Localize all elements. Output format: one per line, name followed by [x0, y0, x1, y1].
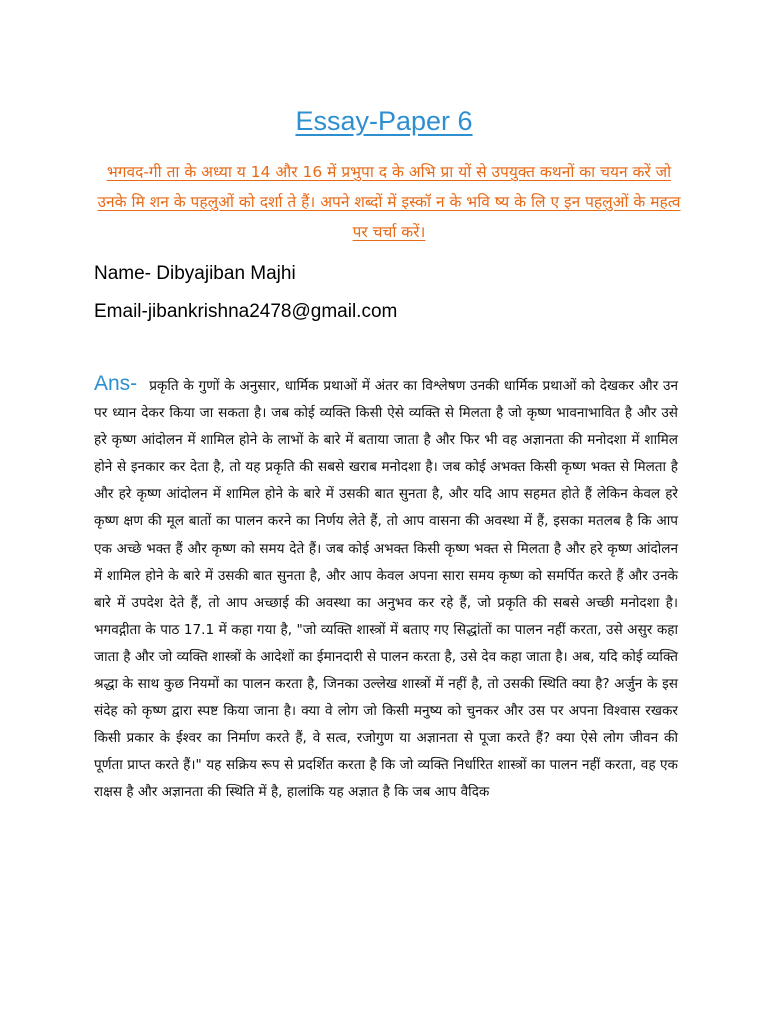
answer-label: Ans- — [94, 372, 138, 395]
author-email: Email-jibankrishna2478@gmail.com — [94, 301, 398, 322]
essay-question: भगवद-गी ता के अध्या य 14 और 16 में प्रभुपा द के अभि प्रा यों से उपयुक्त कथनों का चयन करें जो उनके मि शन के पहलुओं को दर्शा ते हैं। अपने शब्दों में इस्कॉ न के भवि ष्य के लि ए इन पहलुओं के महत्व पर चर्चा करें। — [97, 163, 681, 241]
document-title: Essay-Paper 6 — [295, 106, 473, 136]
answer-text: प्रकृति के गुणों के अनुसार, धार्मिक प्रथाओं में अंतर का विश्लेषण उनकी धार्मिक प्रथाओं को देखकर और उन पर ध्यान देकर किया जा सकता है। जब कोई व्यक्ति किसी ऐसे व्यक्ति से मिलता है जो कृष्ण भावनाभावित है और उसे हरे कृष्ण आंदोलन में शामिल होने के लाभों के बारे में बताया जाता है और फिर भी वह अज्ञानता की मनोदशा में शामिल होने से इनकार कर देता है, तो यह प्रकृति की सबसे खराब मनोदशा है। जब कोई अभक्त किसी कृष्ण भक्त से मिलता है और हरे कृष्ण आंदोलन में शामिल होने के बारे में उसकी बात सुनता है, और यदि आप सहमत होते हैं लेकिन केवल हरे कृष्ण क्षण की मूल बातों का पालन करने का निर्णय लेते हैं, तो आप वासना की अवस्था में हैं, इसका मतलब है कि आप एक अच्छे भक्त हैं और कृष्ण को समय देते हैं। जब कोई अभक्त किसी कृष्ण भक्त से मिलता है और हरे कृष्ण आंदोलन में शामिल होने के बारे में उसकी बात सुनता है, और आप केवल अपना सारा समय कृष्ण को समर्पित करते हैं और उनके बारे में उपदेश देते हैं, तो आप अच्छाई की अवस्था का अनुभव कर रहे हैं, जो प्रकृति की सबसे अच्छी मनोदशा है। भगवद्गीता के पाठ 17.1 में कहा गया है, "जो व्यक्ति शास्त्रों में बताए गए सिद्धांतों का पालन नहीं करता, उसे असुर कहा जाता है और जो व्यक्ति शास्त्रों के आदेशों का ईमानदारी से पालन करता है, उसे देव कहा जाता है। अब, यदि कोई व्यक्ति श्रद्धा के साथ कुछ नियमों का पालन करता है, जिनका उल्लेख शास्त्रों में नहीं है, तो उसकी स्थिति क्या है? अर्जुन के इस संदेह को कृष्ण द्वारा स्पष्ट किया जाना है। क्या वे लोग जो किसी मनुष्य को चुनकर और उस पर अपना विश्वास रखकर किसी प्रकार के ईश्वर का निर्माण करते हैं, वे सत्व, रजोगुण या अज्ञानता से पूजा करते हैं? क्या ऐसे लोग जीवन की पूर्णता प्राप्त करते हैं।" यह सक्रिय रूप से प्रदर्शित करता है कि जो व्यक्ति निर्धारित शास्त्रों का पालन नहीं करता, वह एक राक्षस है और अज्ञानता की स्थिति में है, हालांकि यह अज्ञात है कि जब आप वैदिक — [94, 378, 678, 801]
author-name: Name- Dibyajiban Majhi — [94, 263, 296, 284]
answer-paragraph — [94, 370, 678, 807]
